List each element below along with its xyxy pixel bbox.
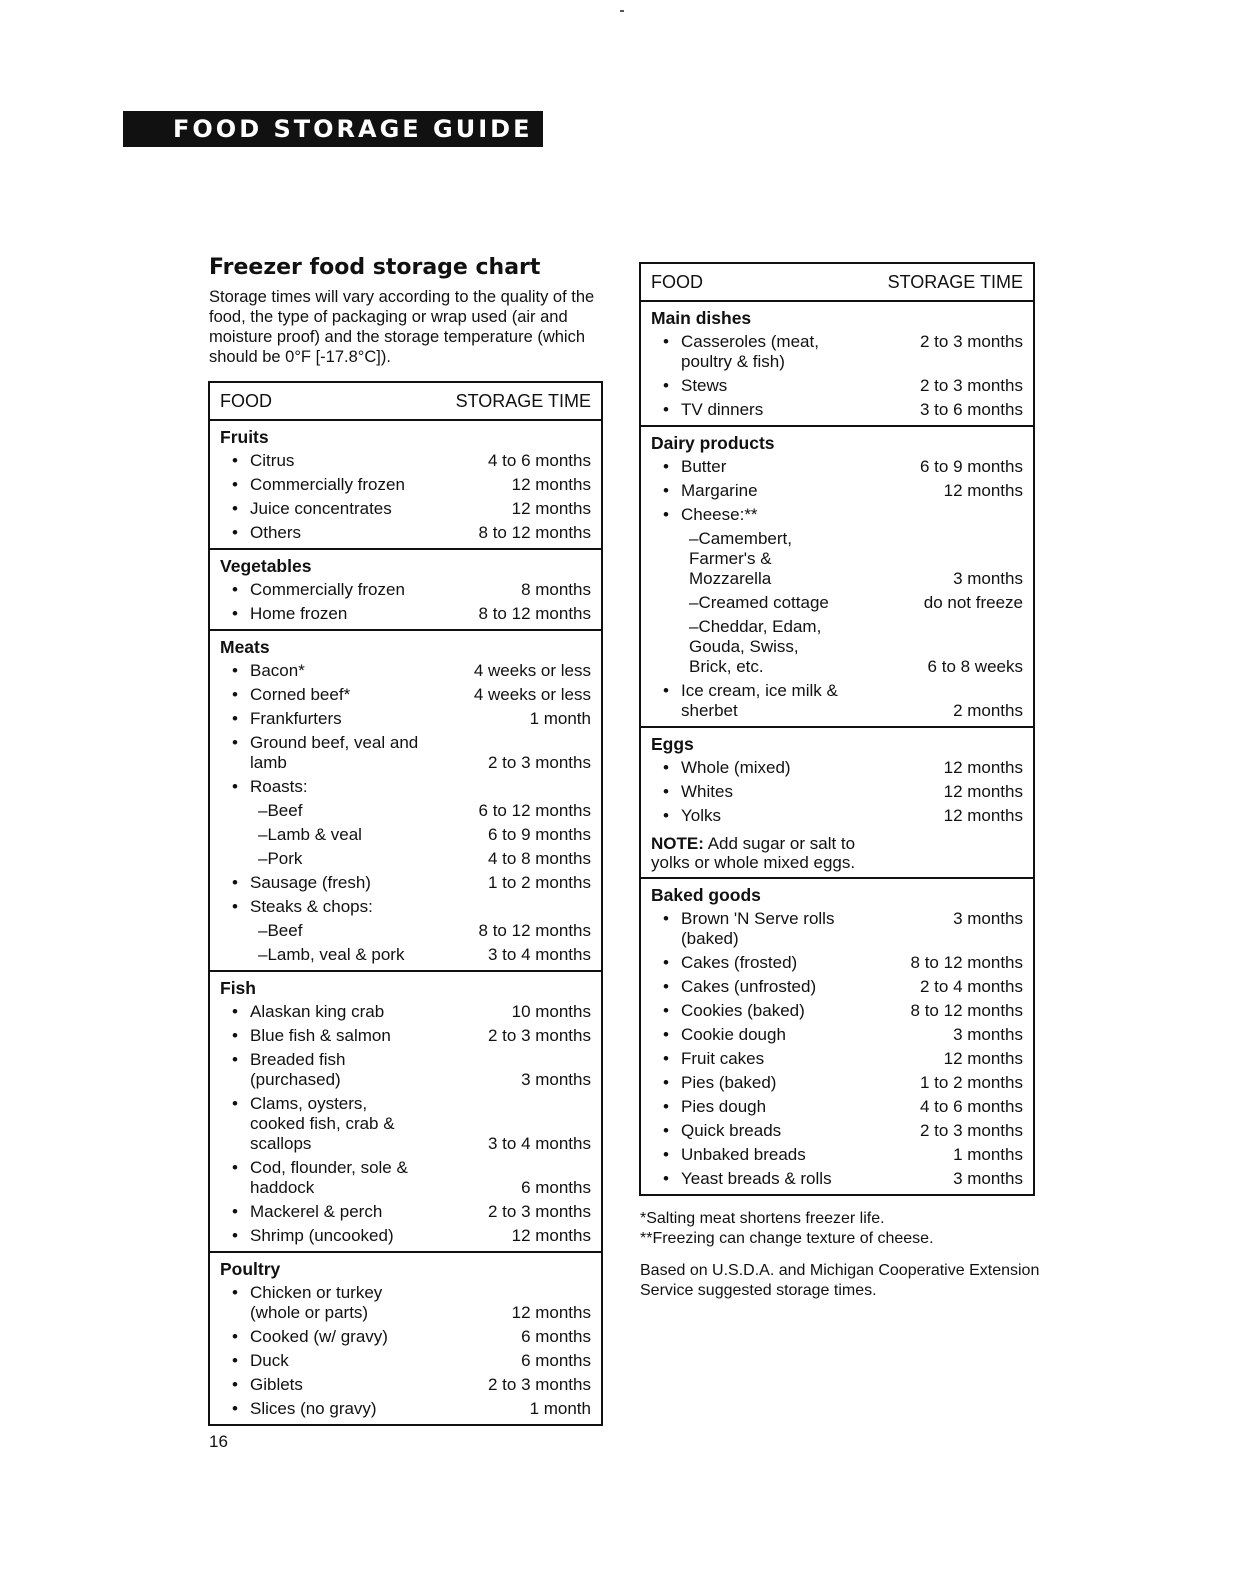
food-name: [651, 782, 936, 802]
section-banner: FOOD STORAGE GUIDE: [123, 111, 543, 147]
bullet-icon: •: [232, 499, 238, 518]
chart-title: Freezer food storage chart: [209, 255, 541, 280]
storage-time: 1 months: [953, 1145, 1023, 1164]
table-row: [651, 1071, 1023, 1095]
food-label: –Camembert, Farmer's & Mozzarella: [689, 529, 792, 588]
food-label: Brown 'N Serve rolls (baked): [681, 909, 835, 948]
footnotes: [640, 1209, 1060, 1301]
food-name: [220, 523, 471, 543]
bullet-icon: •: [663, 457, 669, 476]
food-label: –Beef: [258, 921, 303, 940]
table-row: [220, 683, 591, 707]
section-title: Dairy products: [651, 433, 775, 453]
food-label: Butter: [681, 457, 727, 476]
bullet-icon: •: [232, 897, 238, 916]
table-row: [220, 659, 591, 683]
header-food: FOOD: [220, 390, 272, 411]
food-name: [651, 505, 1015, 525]
storage-time: 12 months: [943, 1049, 1023, 1068]
bullet-icon: •: [663, 1049, 669, 1068]
food-label: Cod, flounder, sole & haddock: [250, 1158, 408, 1197]
table-row: [651, 455, 1023, 479]
bullet-icon: •: [663, 909, 669, 928]
food-name: [651, 758, 936, 778]
food-label: Ice cream, ice milk & sherbet: [681, 681, 838, 720]
storage-time: 3 months: [953, 569, 1023, 588]
food-label: Casseroles (meat, poultry & fish): [681, 332, 819, 371]
footnote-single: *Salting meat shortens freezer life.: [640, 1210, 885, 1227]
table-section: [210, 421, 601, 550]
food-name: [220, 661, 466, 681]
food-name: [220, 1094, 480, 1154]
food-label: Home frozen: [250, 604, 348, 623]
bullet-icon: •: [232, 709, 238, 728]
food-label: Citrus: [250, 451, 295, 470]
bullet-icon: •: [663, 806, 669, 825]
bullet-icon: •: [232, 475, 238, 494]
storage-time: 8 to 12 months: [910, 953, 1023, 972]
bullet-icon: •: [232, 1283, 238, 1302]
table-body: [641, 302, 1033, 1194]
table-section: [641, 879, 1033, 1194]
footnote-double: **Freezing can change texture of cheese.: [640, 1230, 934, 1247]
food-label: Duck: [250, 1351, 289, 1370]
storage-time: 2 to 3 months: [487, 1202, 591, 1221]
food-label: Mackerel & perch: [250, 1202, 383, 1221]
bullet-icon: •: [663, 376, 669, 395]
bullet-icon: •: [232, 451, 238, 470]
food-name: [220, 1002, 504, 1022]
note-text: Add sugar or salt to yolks or whole mixed eggs.: [651, 834, 856, 872]
table-row: [220, 497, 591, 521]
food-name: [220, 1226, 504, 1246]
food-name: [651, 1121, 912, 1141]
table-row: [651, 1143, 1023, 1167]
food-label: Clams, oysters, cooked fish, crab & scallops: [250, 1094, 395, 1153]
bullet-icon: •: [663, 1121, 669, 1140]
food-label: Others: [250, 523, 302, 542]
storage-time: 2 to 3 months: [919, 1121, 1023, 1140]
food-name: [220, 709, 522, 729]
storage-time: 3 to 6 months: [919, 400, 1023, 419]
storage-table-left: [208, 381, 603, 1426]
food-name: [651, 953, 903, 973]
table-row: [651, 374, 1023, 398]
section-note: [651, 828, 861, 874]
storage-time: 2 to 3 months: [487, 1375, 591, 1394]
page-number: 16: [209, 1432, 228, 1451]
food-label: Sausage (fresh): [250, 873, 371, 892]
storage-time: 1 month: [529, 709, 591, 728]
storage-time: 6 to 9 months: [487, 825, 591, 844]
storage-time: 1 to 2 months: [487, 873, 591, 892]
bullet-icon: •: [663, 681, 669, 700]
bullet-icon: •: [232, 1226, 238, 1245]
note-label: NOTE:: [651, 834, 704, 853]
storage-time: 4 to 6 months: [919, 1097, 1023, 1116]
bullet-icon: •: [232, 1375, 238, 1394]
food-name: [220, 1399, 522, 1419]
storage-time: 12 months: [943, 782, 1023, 801]
bullet-icon: •: [232, 733, 238, 752]
table-body: [210, 421, 601, 1424]
storage-time: 12 months: [943, 481, 1023, 500]
food-label: Corned beef*: [250, 685, 351, 704]
section-title: Eggs: [651, 734, 694, 754]
section-title: Baked goods: [651, 885, 761, 905]
table-header: [210, 383, 601, 421]
food-name: [220, 1158, 513, 1198]
header-storage-time: STORAGE TIME: [455, 390, 591, 411]
storage-time: 2 to 3 months: [487, 1026, 591, 1045]
bullet-icon: •: [232, 580, 238, 599]
table-row: [220, 919, 591, 943]
food-name: [220, 801, 471, 821]
storage-time: 10 months: [511, 1002, 591, 1021]
bullet-icon: •: [232, 685, 238, 704]
food-label: Pies (baked): [681, 1073, 777, 1092]
storage-time: 6 to 12 months: [478, 801, 591, 820]
food-name: [220, 733, 480, 773]
table-row: [651, 1023, 1023, 1047]
food-name: [651, 1097, 912, 1117]
food-name: [220, 685, 466, 705]
table-section: [210, 550, 601, 631]
section-title: Fish: [220, 978, 256, 998]
food-name: [220, 1026, 480, 1046]
storage-time: 6 to 8 weeks: [927, 657, 1023, 676]
bullet-icon: •: [232, 1351, 238, 1370]
food-label: Cookie dough: [681, 1025, 786, 1044]
food-name: [651, 617, 920, 677]
storage-time: 12 months: [511, 1226, 591, 1245]
food-name: [651, 481, 936, 501]
food-label: TV dinners: [681, 400, 764, 419]
storage-time: 2 to 3 months: [919, 332, 1023, 351]
storage-time: 4 weeks or less: [473, 685, 591, 704]
storage-time: 8 months: [521, 580, 591, 599]
storage-time: 3 to 4 months: [487, 1134, 591, 1153]
food-name: [651, 400, 912, 420]
table-row: [651, 1095, 1023, 1119]
table-row: [220, 731, 591, 775]
source-note: Based on U.S.D.A. and Michigan Cooperative Extension Service suggested storage times.: [640, 1262, 1040, 1299]
table-row: [220, 602, 591, 626]
chart-intro-text: Storage times will vary according to the quality of the food, the type of packaging or wrap used (air and moisture proof) and the storage temperature (which should be 0°F [-17.8°C]).: [209, 288, 595, 366]
food-name: [220, 1283, 504, 1323]
food-label: –Lamb, veal & pork: [258, 945, 405, 964]
table-row: [220, 1156, 591, 1200]
food-name: [220, 1327, 513, 1347]
bullet-icon: •: [232, 1002, 238, 1021]
food-name: [220, 945, 480, 965]
storage-time: 8 to 12 months: [478, 523, 591, 542]
header-storage-time: STORAGE TIME: [887, 271, 1023, 292]
food-name: [651, 376, 912, 396]
table-row: [651, 679, 1023, 723]
bullet-icon: •: [663, 953, 669, 972]
food-name: [220, 1351, 513, 1371]
bullet-icon: •: [232, 661, 238, 680]
bullet-icon: •: [663, 400, 669, 419]
storage-time: 3 to 4 months: [487, 945, 591, 964]
storage-time: 3 months: [953, 1169, 1023, 1188]
food-name: [220, 499, 504, 519]
storage-time: 2 to 3 months: [487, 753, 591, 772]
food-label: Cookies (baked): [681, 1001, 805, 1020]
food-label: –Beef: [258, 801, 303, 820]
food-label: Slices (no gravy): [250, 1399, 377, 1418]
table-row: [651, 398, 1023, 422]
table-row: [651, 479, 1023, 503]
food-label: Whites: [681, 782, 733, 801]
food-label: Ground beef, veal and lamb: [250, 733, 419, 772]
food-label: –Creamed cottage: [689, 593, 829, 612]
bullet-icon: •: [663, 332, 669, 351]
table-row: [651, 330, 1023, 374]
table-row: [651, 780, 1023, 804]
food-label: Margarine: [681, 481, 758, 500]
food-name: [220, 825, 480, 845]
storage-time: 4 to 8 months: [487, 849, 591, 868]
storage-time: 3 months: [953, 1025, 1023, 1044]
storage-time: 2 months: [953, 701, 1023, 720]
section-title: Main dishes: [651, 308, 752, 328]
bullet-icon: •: [663, 1025, 669, 1044]
food-label: Cakes (unfrosted): [681, 977, 817, 996]
food-name: [220, 451, 480, 471]
storage-time: do not freeze: [923, 593, 1023, 612]
storage-time: 2 to 4 months: [919, 977, 1023, 996]
food-label: Stews: [681, 376, 728, 395]
storage-time: 6 months: [521, 1351, 591, 1370]
bullet-icon: •: [663, 1097, 669, 1116]
table-row: [651, 804, 1023, 828]
table-section: [210, 631, 601, 972]
section-title: Vegetables: [220, 556, 312, 576]
food-label: –Lamb & veal: [258, 825, 362, 844]
table-row: [651, 1167, 1023, 1191]
table-row: [220, 1024, 591, 1048]
storage-time: 4 to 6 months: [487, 451, 591, 470]
table-row: [220, 1200, 591, 1224]
section-title: Poultry: [220, 1259, 281, 1279]
table-row: [651, 527, 1023, 591]
bullet-icon: •: [663, 782, 669, 801]
storage-table-right: [639, 262, 1035, 1196]
bullet-icon: •: [663, 758, 669, 777]
bullet-icon: •: [663, 505, 669, 524]
bullet-icon: •: [232, 1399, 238, 1418]
table-row: [220, 1000, 591, 1024]
header-food: FOOD: [651, 271, 703, 292]
bullet-icon: •: [663, 1145, 669, 1164]
table-row: [220, 449, 591, 473]
food-label: Frankfurters: [250, 709, 342, 728]
table-row: [220, 847, 591, 871]
food-name: [220, 849, 480, 869]
storage-time: 3 months: [953, 909, 1023, 928]
food-name: [220, 1202, 480, 1222]
food-name: [220, 921, 471, 941]
table-row: [651, 1047, 1023, 1071]
food-name: [220, 777, 583, 797]
food-label: Yeast breads & rolls: [681, 1169, 832, 1188]
food-name: [651, 1145, 945, 1165]
bullet-icon: •: [232, 604, 238, 623]
bullet-icon: •: [232, 523, 238, 542]
bullet-icon: •: [663, 481, 669, 500]
food-name: [220, 604, 471, 624]
bullet-icon: •: [232, 1026, 238, 1045]
food-label: Yolks: [681, 806, 722, 825]
food-name: [220, 580, 513, 600]
table-row: [651, 999, 1023, 1023]
food-label: Cakes (frosted): [681, 953, 798, 972]
food-label: Blue fish & salmon: [250, 1026, 391, 1045]
food-label: Breaded fish (purchased): [250, 1050, 346, 1089]
table-row: [220, 1325, 591, 1349]
table-row: [651, 1119, 1023, 1143]
storage-time: 3 months: [521, 1070, 591, 1089]
bullet-icon: •: [232, 777, 238, 796]
food-label: Steaks & chops:: [250, 897, 373, 916]
food-name: [651, 1169, 945, 1189]
table-row: [220, 1092, 591, 1156]
storage-time: 12 months: [943, 806, 1023, 825]
food-name: [651, 681, 945, 721]
bullet-icon: •: [232, 1327, 238, 1346]
food-name: [651, 529, 945, 589]
food-label: Cooked (w/ gravy): [250, 1327, 388, 1346]
table-row: [651, 503, 1023, 527]
food-name: [651, 593, 916, 613]
table-row: [220, 473, 591, 497]
table-row: [220, 521, 591, 545]
storage-time: 2 to 3 months: [919, 376, 1023, 395]
table-row: [651, 975, 1023, 999]
table-row: [220, 775, 591, 799]
food-label: Roasts:: [250, 777, 308, 796]
storage-time: 12 months: [511, 475, 591, 494]
food-label: Juice concentrates: [250, 499, 392, 518]
table-row: [651, 615, 1023, 679]
food-label: Cheese:**: [681, 505, 758, 524]
table-row: [220, 578, 591, 602]
storage-time: 6 to 9 months: [919, 457, 1023, 476]
table-section: [210, 972, 601, 1253]
storage-time: 12 months: [511, 1303, 591, 1322]
bullet-icon: •: [663, 1169, 669, 1188]
table-section: [641, 728, 1033, 879]
storage-time: 8 to 12 months: [478, 921, 591, 940]
storage-time: 1 to 2 months: [919, 1073, 1023, 1092]
food-label: Bacon*: [250, 661, 305, 680]
bullet-icon: •: [663, 1073, 669, 1092]
table-row: [220, 823, 591, 847]
table-row: [651, 756, 1023, 780]
food-name: [220, 475, 504, 495]
food-name: [651, 909, 945, 949]
storage-time: 1 month: [529, 1399, 591, 1418]
table-row: [220, 1281, 591, 1325]
table-section: [210, 1253, 601, 1424]
table-row: [220, 871, 591, 895]
table-row: [220, 1048, 591, 1092]
table-row: [220, 1373, 591, 1397]
food-label: Quick breads: [681, 1121, 782, 1140]
storage-time: 6 months: [521, 1327, 591, 1346]
food-label: Fruit cakes: [681, 1049, 765, 1068]
table-row: [220, 799, 591, 823]
table-row: [220, 1349, 591, 1373]
storage-time: 6 months: [521, 1178, 591, 1197]
scan-mark: [620, 10, 624, 12]
storage-time: 12 months: [511, 499, 591, 518]
table-row: [651, 591, 1023, 615]
section-title: Meats: [220, 637, 270, 657]
food-label: Giblets: [250, 1375, 303, 1394]
bullet-icon: •: [232, 1050, 238, 1069]
food-name: [220, 897, 583, 917]
table-section: [641, 427, 1033, 728]
bullet-icon: •: [663, 1001, 669, 1020]
food-name: [220, 873, 480, 893]
food-label: –Pork: [258, 849, 303, 868]
table-row: [651, 907, 1023, 951]
table-row: [220, 943, 591, 967]
storage-time: 4 weeks or less: [473, 661, 591, 680]
bullet-icon: •: [663, 977, 669, 996]
table-row: [220, 1397, 591, 1421]
table-row: [220, 1224, 591, 1248]
food-label: Whole (mixed): [681, 758, 791, 777]
storage-time: 12 months: [943, 758, 1023, 777]
food-label: Pies dough: [681, 1097, 767, 1116]
food-label: Unbaked breads: [681, 1145, 806, 1164]
table-row: [220, 707, 591, 731]
storage-time: 8 to 12 months: [478, 604, 591, 623]
bullet-icon: •: [232, 1094, 238, 1113]
food-label: –Cheddar, Edam, Gouda, Swiss, Brick, etc.: [689, 617, 822, 676]
table-row: [220, 895, 591, 919]
table-section: [641, 302, 1033, 427]
food-name: [220, 1375, 480, 1395]
bullet-icon: •: [232, 873, 238, 892]
table-header: [641, 264, 1033, 302]
food-name: [651, 977, 912, 997]
storage-time: 8 to 12 months: [910, 1001, 1023, 1020]
food-label: Alaskan king crab: [250, 1002, 385, 1021]
food-name: [220, 1050, 513, 1090]
food-name: [651, 457, 912, 477]
food-name: [651, 1049, 936, 1069]
food-label: Commercially frozen: [250, 580, 405, 599]
table-row: [651, 951, 1023, 975]
food-name: [651, 1025, 945, 1045]
food-name: [651, 806, 936, 826]
food-name: [651, 1001, 903, 1021]
bullet-icon: •: [232, 1202, 238, 1221]
food-label: Shrimp (uncooked): [250, 1226, 394, 1245]
section-title: Fruits: [220, 427, 269, 447]
food-label: Commercially frozen: [250, 475, 405, 494]
food-label: Chicken or turkey (whole or parts): [250, 1283, 383, 1322]
bullet-icon: •: [232, 1158, 238, 1177]
food-name: [651, 1073, 912, 1093]
food-name: [651, 332, 912, 372]
